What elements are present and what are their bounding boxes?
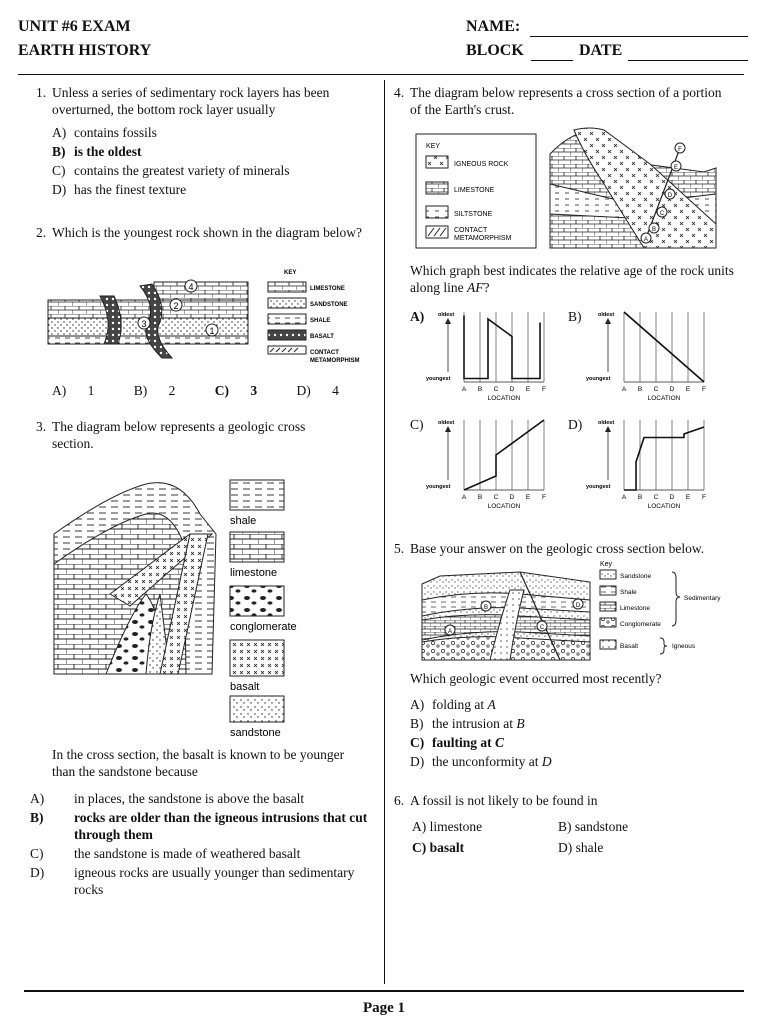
q3-diagram [50,474,320,740]
q4-graph-b-curve [624,312,704,382]
q5-options [410,694,740,772]
q2-key-metamorphism: METAMORPHISM [310,358,360,364]
q3-key-conglomerate: conglomerate [230,621,297,633]
q4-graph-b-oldest-label: oldest [598,312,615,318]
q4-graph-d-tick: E [685,494,691,501]
q1-text: Unless a series of sedimentary rock layers has been overturned, the bottom rock layer usually [52,85,330,117]
q4-graph-a-letter[interactable]: A) [410,309,425,324]
q5-label-d: D [575,603,581,609]
q2-options [52,382,375,399]
q4-graph-a-tick: C [493,386,499,393]
q5-option-d[interactable]: D) the unconformity at D [410,754,552,769]
q5-option-c[interactable]: C) faulting at C [410,735,505,750]
q4-graph-d-youngest-label: youngest [586,484,611,490]
q4-graph-c-tick: A [461,494,467,501]
q4-graph-d-curve [624,427,704,490]
q4-graph-b-location-label: LOCATION [647,395,681,402]
q4-graph-c-tick: D [509,494,515,501]
q2-key-basalt: BASALT [310,334,334,340]
name-label-text: NAME: [466,18,521,35]
q4-graph-b-tick: A [621,386,627,393]
q4-key-limestone: LIMESTONE [454,187,495,194]
name-field[interactable] [530,36,748,37]
q5-key-sandstone: Sandstone [620,573,652,580]
q3-number: 3. [36,419,47,434]
q4-graph-d [584,414,714,526]
q4-graph-d-arrowhead [605,426,611,432]
q4-point-c: C [659,211,665,217]
q3-key-shale: shale [230,515,257,527]
q2-option-c[interactable]: C) 3 [214,383,258,398]
q4-graph-c-letter[interactable]: C) [410,417,424,432]
q4-graph-c-youngest-label: youngest [426,484,451,490]
q3-option-d[interactable]: D) igneous rocks are usually younger than sedimentary rocks [30,865,355,897]
q1-option-a[interactable]: A) contains fossils [52,125,157,140]
column-divider [384,80,385,984]
q2-text: Which is the youngest rock shown in the diagram below? [52,225,363,240]
q4-graph-b-tick: B [637,386,643,393]
q6-number: 6. [394,793,405,808]
q3-follow-text: In the cross section, the basalt is known to be younger than the sandstone because [52,747,345,779]
q2-option-b[interactable]: B) 2 [133,383,176,398]
q4-prompt-end: ? [483,280,490,295]
q4-graph-d-tick: C [653,494,659,501]
question-5 [394,540,744,557]
block-field[interactable] [531,60,573,61]
question-6 [394,792,734,809]
q4-graph-a-oldest-label: oldest [438,312,455,318]
q5-label-c: C [539,625,545,631]
q4-graph-c-oldest-label: oldest [438,420,455,426]
q5-number: 5. [394,541,405,556]
q3-key-sandstone: sandstone [230,727,281,739]
q1-number: 1. [36,85,47,100]
q4-diagram [414,124,724,254]
q4-graph-d-tick: D [669,494,675,501]
q6-option-c[interactable]: C) basalt [412,840,465,855]
q4-key-title: KEY [426,143,441,150]
question-3 [36,418,346,452]
q4-key-igneous: IGNEOUS ROCK [454,161,509,168]
date-field[interactable] [628,60,748,61]
q1-options [52,124,370,198]
q6-options [412,818,678,856]
q5-group-sedimentary: Sedimentary [684,595,721,602]
q4-graph-b-tick: F [702,386,706,393]
q2-label-2: 2 [173,301,179,311]
q4-point-b: B [651,227,657,233]
q5-prompt: Which geologic event occurred most recently? [410,671,662,686]
q4-graph-c-curve [464,420,544,490]
footer-rule [24,990,744,992]
q4-text: The diagram below represents a cross section of a portion of the Earth's crust. [410,85,722,117]
q2-label-3: 3 [141,319,147,329]
q4-graph-d-tick: F [702,494,706,501]
q4-graph-a-youngest-label: youngest [426,376,451,382]
q4-point-d: D [667,193,673,199]
q4-key-contact: CONTACT [454,227,488,234]
q3-option-b[interactable]: B) rocks are older than the igneous intrusions that cut through them [30,810,368,842]
q2-key-shale: SHALE [310,318,331,324]
q2-label-4: 4 [188,282,194,292]
q4-graph-a-location-label: LOCATION [487,395,521,402]
page-number: Page 1 [362,1000,406,1016]
exam-title: UNIT #6 EXAM [18,18,131,35]
q5-key-basalt: Basalt [620,643,639,650]
q2-label-1: 1 [209,326,215,336]
q4-graph-b-tick: C [653,386,659,393]
q4-graph-a-tick: A [461,386,467,393]
q4-graph-c-tick: B [477,494,483,501]
q3-options [30,790,370,898]
q6-option-d[interactable]: D) shale [558,840,604,855]
q2-key-limestone: LIMESTONE [310,286,345,292]
q5-key-conglomerate: Conglomerate [620,621,661,628]
q5-key-limestone: Limestone [620,605,650,612]
q4-graph-b-youngest-label: youngest [586,376,611,382]
q5-option-b[interactable]: B) the intrusion at B [410,716,525,731]
q4-key-siltstone: SILTSTONE [454,211,493,218]
q4-number: 4. [394,85,405,100]
q4-graph-c [424,414,554,526]
block-label: BLOCK [466,42,524,59]
q3-follow-up [30,746,370,900]
q4-point-f: F [678,147,682,153]
q4-graph-c-tick: C [493,494,499,501]
q3-key-limestone: limestone [230,567,278,579]
q2-diagram [44,266,374,372]
q6-text: A fossil is not likely to be found in [410,793,598,808]
q5-text: Base your answer on the geologic cross section below. [410,541,705,556]
name-label [466,18,520,36]
q6-option-a[interactable]: A) limestone [412,819,483,834]
q4-graph-c-arrowhead [445,426,451,432]
q4-graph-a-tick: D [509,386,515,393]
q4-graph-a-tick: F [542,386,546,393]
q4-prompt-text: Which graph best indicates the relative age of the rock units along line [410,263,734,295]
q4-graph-c-location-label: LOCATION [487,503,521,510]
q4-graph-a-tick: B [477,386,483,393]
q4-graph-a-tick: E [525,386,531,393]
header-rule [18,74,744,75]
q1-option-d[interactable]: D) has the finest texture [52,182,187,197]
q2-key-contact: CONTACT [310,350,339,356]
q2-option-a[interactable]: A) 1 [52,383,95,398]
q5-label-b: B [483,605,489,611]
q4-graph-b [584,306,714,418]
question-2 [36,224,370,241]
block-date-label [466,42,524,60]
q5-key-title: Key [600,561,613,568]
q6-option-b[interactable]: B) sandstone [558,819,629,834]
q4-graph-c-tick: E [525,494,531,501]
q1-option-c[interactable]: C) contains the greatest variety of minerals [52,163,290,178]
q4-graph-b-arrowhead [605,318,611,324]
q5-key-shale: Shale [620,589,637,596]
q5-diagram [420,560,740,666]
q4-graph-d-oldest-label: oldest [598,420,615,426]
q2-number: 2. [36,225,47,240]
q5-label-a: A [447,629,453,635]
q4-graph-a [424,306,554,418]
q4-graph-a-arrowhead [445,318,451,324]
q4-graph-d-tick: B [637,494,643,501]
q4-graph-b-letter[interactable]: B) [568,309,582,324]
q4-graph-a-curve [464,316,540,379]
q2-key-title: KEY [284,270,297,276]
q4-graph-b-tick: E [685,386,691,393]
q5-group-igneous: Igneous [672,643,696,650]
question-1 [36,84,370,200]
q1-option-b[interactable]: B) is the oldest [52,144,142,159]
q4-graph-d-letter[interactable]: D) [568,417,583,432]
q4-graph-d-tick: A [621,494,627,501]
q4-key-metamorphism: METAMORPHISM [454,235,512,242]
q4-prompt-var: AF [467,280,484,295]
q3-option-a[interactable]: A) in places, the sandstone is above the basalt [30,791,305,806]
q2-option-d[interactable]: D) 4 [296,383,339,398]
q4-prompt [410,262,736,296]
date-label: DATE [579,42,623,59]
q3-text: The diagram below represents a geologic cross section. [52,419,306,451]
q4-graph-c-tick: F [542,494,546,501]
q2-key-sandstone: SANDSTONE [310,302,348,308]
q3-option-c[interactable]: C) the sandstone is made of weathered basalt [30,846,301,861]
q4-graph-b-tick: D [669,386,675,393]
q5-option-a[interactable]: A) folding at A [410,697,496,712]
q4-point-a: A [643,237,649,243]
q4-point-e: E [673,165,679,171]
question-4 [394,84,734,118]
q3-key-basalt: basalt [230,681,260,693]
exam-subtitle: EARTH HISTORY [18,42,152,59]
q4-graph-d-location-label: LOCATION [647,503,681,510]
